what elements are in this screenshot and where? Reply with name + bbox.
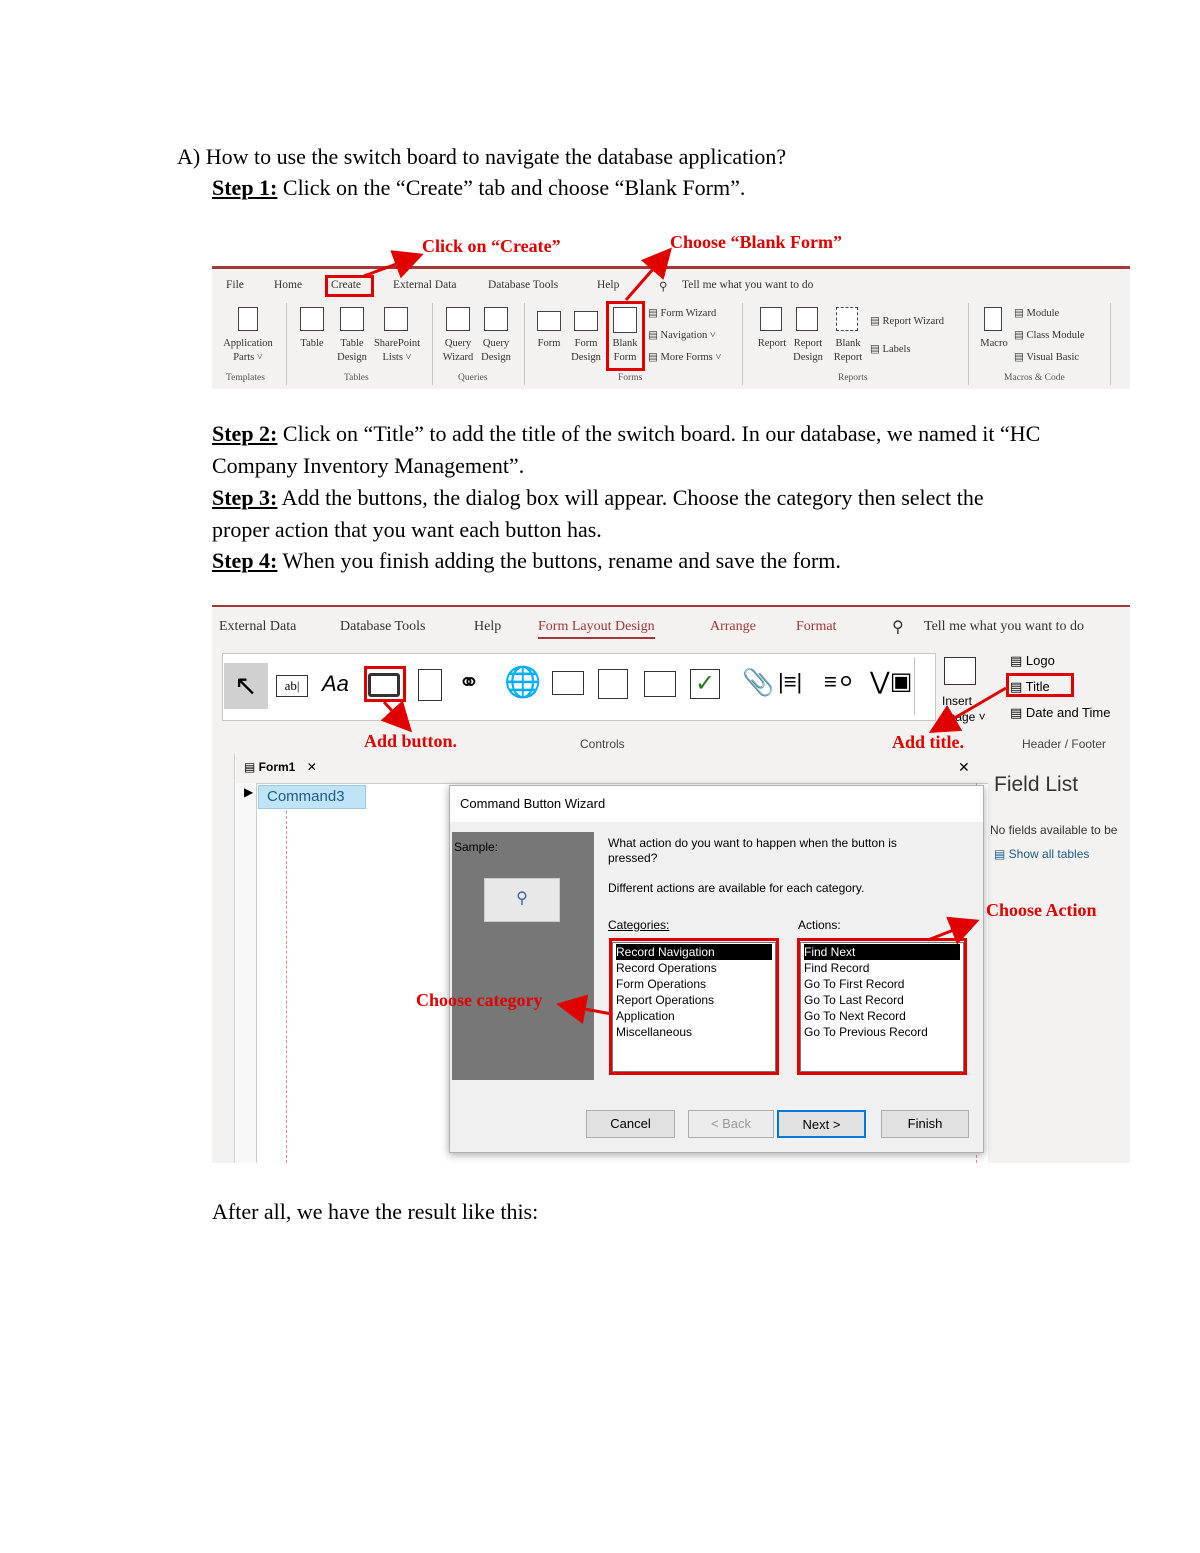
- cancel-button[interactable]: Cancel: [586, 1110, 675, 1138]
- tab-create[interactable]: Create: [331, 279, 362, 291]
- step4-label: Step 4:: [212, 548, 278, 573]
- blank-form-button[interactable]: Blank Form: [612, 338, 638, 363]
- step4-text: When you finish adding the buttons, rename and save the form.: [277, 548, 841, 573]
- search-icon: ⚲: [892, 619, 904, 636]
- group-forms: Forms: [618, 373, 643, 383]
- step3-label: Step 3:: [212, 485, 278, 510]
- tell-me-box[interactable]: Tell me what you want to do: [682, 279, 814, 291]
- macro-button[interactable]: Macro: [980, 338, 1008, 349]
- list-box-control[interactable]: ≡⚪: [824, 669, 856, 694]
- search-icon: ⚲: [659, 281, 668, 293]
- hyperlink-control[interactable]: ⚭: [458, 667, 480, 697]
- report-wizard-button[interactable]: ▤ Report Wizard: [870, 316, 945, 327]
- form-wizard-button[interactable]: ▤ Form Wizard: [648, 308, 717, 319]
- choose-blank-form-annotation: Choose “Blank Form”: [670, 232, 843, 252]
- click-create-annotation: Click on “Create”: [422, 236, 561, 256]
- wizard-info: Different actions are available for each category.: [608, 881, 865, 895]
- more-forms-label: More Forms ˅: [660, 352, 722, 363]
- tab-database-tools[interactable]: Database Tools: [488, 279, 559, 291]
- line-control[interactable]: |≡|: [778, 669, 803, 694]
- report-wizard-label: Report Wizard: [882, 316, 945, 327]
- wizard-question: What action do you want to happen when the button is pressed?: [608, 836, 897, 865]
- title-label: Title: [1025, 679, 1050, 694]
- tab-external-data[interactable]: External Data: [219, 619, 297, 634]
- wizard-title: Command Button Wizard: [460, 796, 606, 811]
- arrow-choose-category: [562, 1005, 612, 1014]
- add-title-annotation: Add title.: [892, 732, 964, 752]
- category-item[interactable]: Application: [616, 1009, 675, 1023]
- tell-me-box[interactable]: Tell me what you want to do: [924, 619, 1084, 634]
- group-reports: Reports: [838, 373, 868, 383]
- combo-box-control[interactable]: ✓: [690, 669, 720, 699]
- action-item[interactable]: Go To Last Record: [804, 993, 904, 1007]
- no-fields-text: No fields available to be: [990, 823, 1118, 837]
- tab-help[interactable]: Help: [597, 279, 620, 291]
- category-item[interactable]: Miscellaneous: [616, 1025, 693, 1039]
- table-design-button[interactable]: Table Design: [337, 338, 367, 363]
- report-button[interactable]: Report: [757, 338, 787, 349]
- step1-label: Step 1:: [212, 175, 278, 200]
- labels-label: Labels: [882, 344, 911, 355]
- label-aa-icon: Aa: [322, 671, 349, 696]
- form1-tab-label: Form1: [258, 760, 296, 774]
- category-item[interactable]: Record Navigation: [616, 944, 772, 960]
- navigation-label: Navigation ˅: [660, 330, 716, 341]
- logo-button[interactable]: ▤ Logo: [1010, 653, 1055, 668]
- tab-arrange[interactable]: Arrange: [710, 619, 756, 634]
- back-button[interactable]: < Back: [688, 1110, 774, 1138]
- module-button[interactable]: ▤ Module: [1014, 308, 1060, 319]
- module-label: Module: [1026, 308, 1060, 319]
- form-button[interactable]: Form: [537, 338, 561, 349]
- finish-button[interactable]: Finish: [881, 1110, 969, 1138]
- chart-control[interactable]: ⋁▣: [870, 668, 913, 695]
- class-module-label: Class Module: [1026, 330, 1085, 341]
- field-list-title: Field List: [994, 773, 1079, 796]
- class-module-button[interactable]: ▤ Class Module: [1014, 330, 1085, 341]
- step1-text: Click on the “Create” tab and choose “Blank Form”.: [277, 175, 746, 200]
- visual-basic-label: Visual Basic: [1026, 352, 1080, 363]
- arrow-add-title: [934, 688, 1006, 730]
- group-templates: Templates: [226, 373, 265, 383]
- group-queries: Queries: [458, 373, 488, 383]
- attachment-control[interactable]: 📎: [742, 667, 775, 697]
- tab-external-data[interactable]: External Data: [393, 279, 457, 291]
- categories-label: Categories:: [608, 918, 670, 932]
- step3-text: Add the buttons, the dialog box will appear. Choose the category then select the proper action that you want each button has.: [212, 485, 984, 542]
- group-header-footer: Header / Footer: [1022, 737, 1107, 751]
- visual-basic-button[interactable]: ▤ Visual Basic: [1014, 352, 1080, 363]
- arrow-blank-form: [626, 252, 668, 300]
- sharepoint-lists-button[interactable]: SharePoint Lists ˅: [373, 338, 421, 363]
- tab-format[interactable]: Format: [796, 619, 837, 634]
- blank-report-button[interactable]: Blank Report: [833, 338, 863, 363]
- actions-label: Actions:: [798, 918, 841, 932]
- tab-database-tools[interactable]: Database Tools: [340, 619, 426, 634]
- after-paragraph: After all, we have the result like this:: [212, 1199, 539, 1224]
- form1-tab[interactable]: ▤ Form1 ✕: [244, 760, 317, 774]
- group-controls: Controls: [580, 737, 625, 751]
- tab-file[interactable]: File: [226, 279, 244, 291]
- choose-action-annotation: Choose Action: [986, 900, 1097, 920]
- arrow-choose-action: [928, 922, 974, 940]
- form-wizard-label: Form Wizard: [660, 308, 717, 319]
- action-item[interactable]: Find Next: [804, 944, 960, 960]
- web-browser-control[interactable]: 🌐: [504, 666, 542, 699]
- labels-button[interactable]: ▤ Labels: [870, 344, 911, 355]
- title-button[interactable]: ▤ Title: [1010, 679, 1050, 694]
- action-item[interactable]: Go To Next Record: [804, 1009, 906, 1023]
- arrow-create: [364, 256, 418, 276]
- triangle-icon: ▶: [244, 785, 254, 799]
- textbox-icon: ab|: [284, 678, 300, 693]
- section-a-heading: A) How to use the switch board to navigate the database application?: [177, 144, 787, 169]
- query-design-button[interactable]: Query Design: [481, 338, 511, 363]
- tab-home[interactable]: Home: [274, 279, 303, 291]
- close-form-icon[interactable]: ✕: [958, 759, 970, 775]
- choose-category-annotation: Choose category: [416, 990, 543, 1010]
- show-all-tables-link[interactable]: ▤ Show all tables: [994, 847, 1090, 861]
- sample-label: Sample:: [454, 840, 499, 854]
- application-parts-button[interactable]: Application Parts ˅: [223, 338, 273, 363]
- command3-label: Command3: [267, 788, 345, 805]
- query-wizard-button[interactable]: Query Wizard: [442, 338, 474, 363]
- action-item[interactable]: Go To First Record: [804, 977, 905, 991]
- form-design-button[interactable]: Form Design: [571, 338, 601, 363]
- group-macros-code: Macros & Code: [1004, 373, 1065, 383]
- add-button-annotation: Add button.: [364, 731, 458, 751]
- step2-text: Click on “Title” to add the title of the switch board. In our database, we named it “HC Company Inventory Management”.: [212, 421, 1041, 478]
- insert-image-button[interactable]: Insert Image ˅: [942, 694, 986, 724]
- report-design-button[interactable]: Report Design: [793, 338, 823, 363]
- step2-label: Step 2:: [212, 421, 278, 446]
- group-tables: Tables: [344, 373, 369, 383]
- table-button[interactable]: Table: [300, 338, 324, 349]
- more-forms-button[interactable]: ▤ More Forms ˅: [648, 352, 722, 363]
- category-item[interactable]: Report Operations: [616, 993, 715, 1007]
- sample-button-preview: ⚲: [484, 878, 560, 922]
- arrow-add-button: [384, 702, 408, 728]
- show-all-tables-label: Show all tables: [1008, 847, 1090, 861]
- navigation-button[interactable]: ▤ Navigation ˅: [648, 330, 716, 341]
- action-item[interactable]: Go To Previous Record: [804, 1025, 928, 1039]
- close-icon[interactable]: ✕: [306, 760, 317, 774]
- category-item[interactable]: Form Operations: [616, 977, 707, 991]
- action-item[interactable]: Find Record: [804, 961, 870, 975]
- next-button[interactable]: Next >: [777, 1110, 866, 1138]
- date-time-label: Date and Time: [1025, 705, 1111, 720]
- logo-label: Logo: [1025, 653, 1055, 668]
- date-time-button[interactable]: ▤ Date and Time: [1010, 705, 1111, 720]
- pointer-icon: ↖: [234, 670, 258, 701]
- category-item[interactable]: Record Operations: [616, 961, 717, 975]
- tab-help[interactable]: Help: [474, 619, 502, 634]
- tab-form-layout-design[interactable]: Form Layout Design: [538, 619, 655, 639]
